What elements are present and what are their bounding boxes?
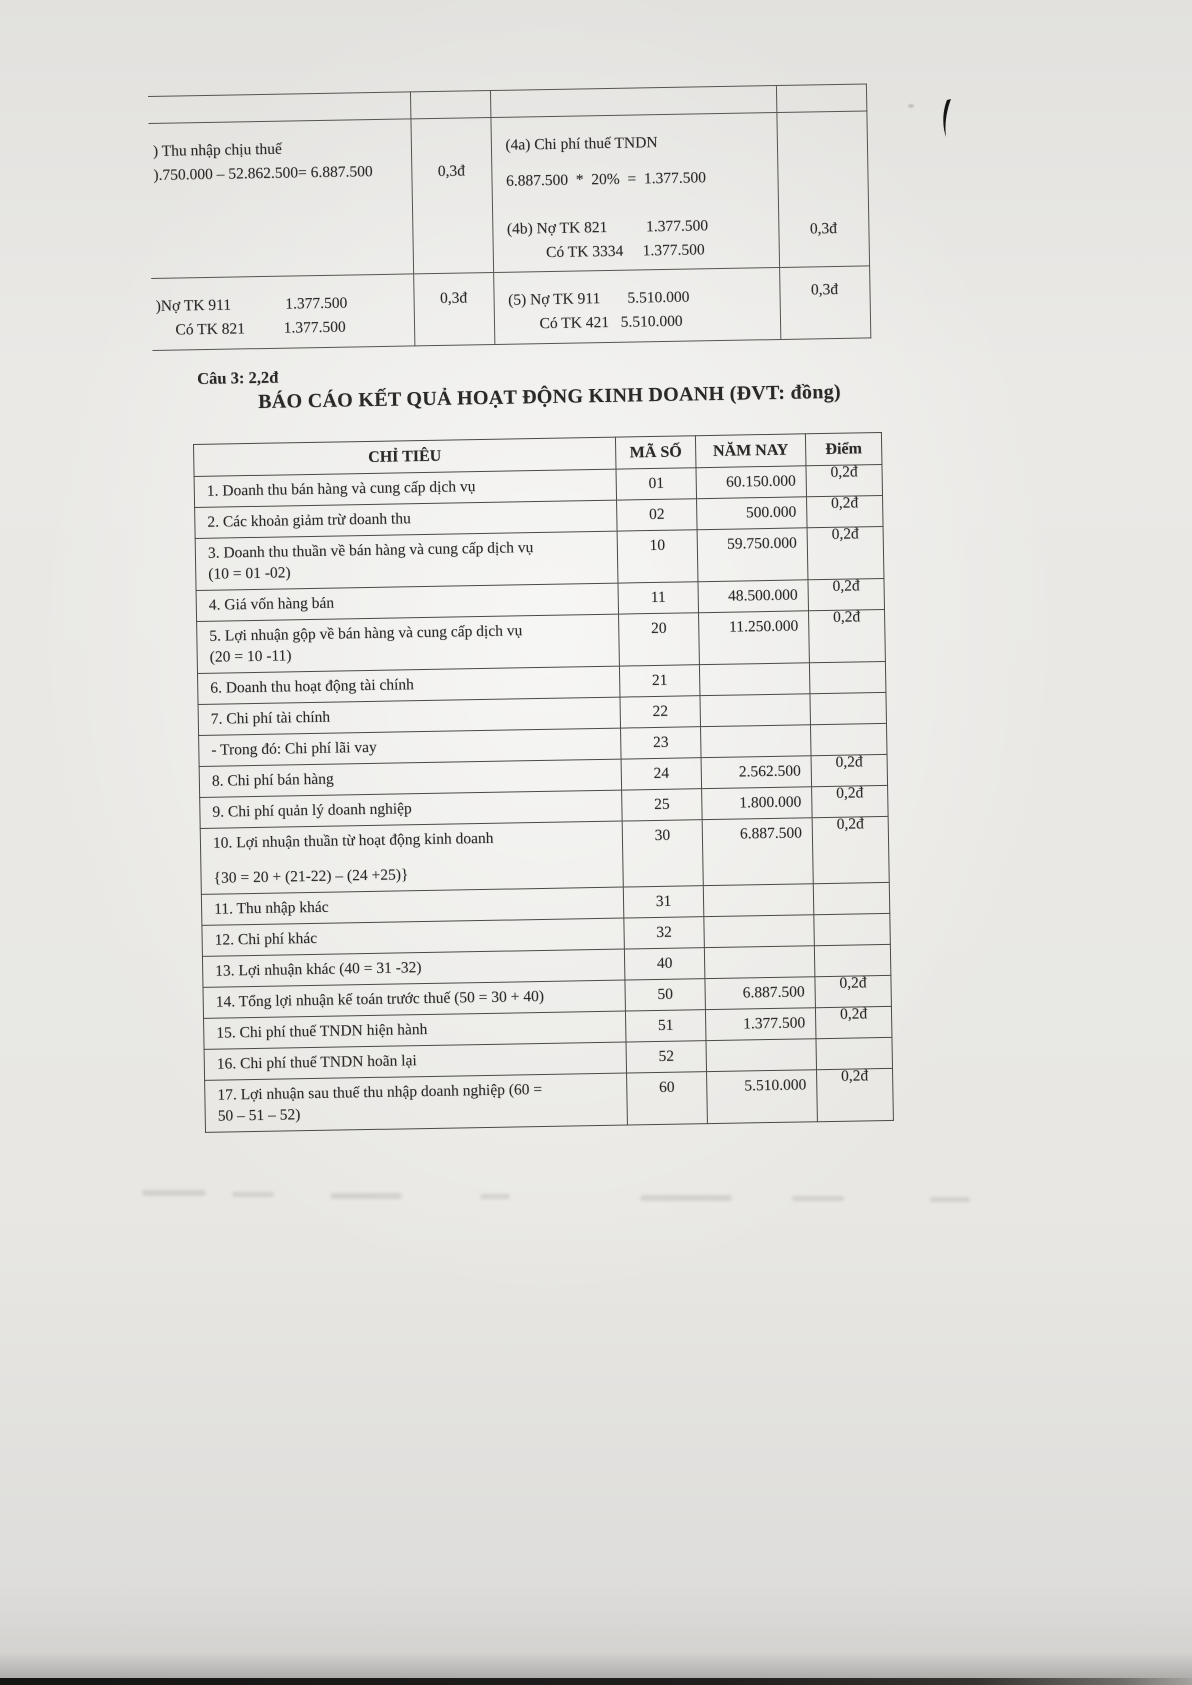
score-cell-right [776, 111, 869, 268]
row-code: 24 [621, 758, 702, 790]
score-value: 0,2đ [835, 753, 863, 771]
score-value: 0,2đ [836, 815, 864, 833]
scan-smudge [792, 1196, 844, 1201]
row-code: 20 [619, 613, 700, 666]
score-value: 0,2đ [839, 1005, 868, 1023]
row-amount: 6.887.500 [702, 818, 813, 886]
row-label-line: {30 = 20 + (21-22) – (24 +25)} [213, 866, 409, 887]
row-score [815, 1006, 892, 1038]
row-amount: 1.800.000 [702, 787, 813, 820]
row-amount: 1.377.500 [705, 1008, 816, 1041]
row-score [817, 1068, 894, 1121]
row-score [814, 913, 891, 945]
scan-smudge [142, 1190, 206, 1196]
row-label-line: 15. Chi phí thuế TNDN hiện hành [216, 1021, 428, 1042]
score-cell-left [413, 273, 494, 346]
top-table-row [148, 111, 869, 279]
score-value: 0,2đ [835, 784, 864, 802]
row-code: 40 [624, 948, 705, 980]
row-amount: 6.887.500 [705, 977, 816, 1010]
row-label [195, 531, 618, 590]
journal-entry-left [148, 119, 413, 279]
row-code: 31 [623, 886, 704, 918]
score-value: 0,2đ [832, 608, 861, 626]
row-label-line: 2. Các khoản giảm trừ doanh thu [207, 510, 411, 531]
row-label-line: 11. Thu nhập khác [213, 898, 329, 918]
row-label-line: 16. Chi phí thuế TNDN hoãn lại [216, 1052, 417, 1073]
entry-line: (5) Nợ TK 911 5.510.000 [507, 288, 690, 309]
entry-line: 6.887.500 * 20% = 1.377.500 [505, 169, 707, 190]
score-value: 0,2đ [832, 577, 860, 595]
report-table [193, 432, 894, 1133]
row-label-line: 5. Lợi nhuận gộp về bán hàng và cung cấp dịch vụ [209, 622, 523, 645]
row-label-line: 3. Doanh thu thuần về bán hàng và cung cấp dịch vụ [207, 539, 534, 562]
row-code: 30 [622, 820, 703, 887]
row-amount [699, 663, 810, 696]
column-header-ma-so: MÃ SỐ [615, 436, 696, 469]
score-value: 0,3đ [437, 162, 466, 180]
row-label-line: 10. Lợi nhuận thuần từ hoạt động kinh doanh [212, 829, 494, 852]
cut-row-cell [410, 91, 490, 119]
score-cell-left [410, 118, 493, 274]
entry-line: (4a) Chi phí thuế TNDN [505, 134, 658, 154]
report-table-container [193, 432, 894, 1133]
report-table-body [194, 464, 893, 1132]
score-value: 0,3đ [809, 219, 838, 238]
row-amount: 48.500.000 [698, 580, 809, 613]
score-value: 0,2đ [831, 525, 859, 543]
scan-bottom-shadow [0, 1652, 1192, 1678]
question-label: Câu 3: 2,2đ [197, 367, 279, 388]
entry-line: Có TK 3334 1.377.500 [507, 241, 705, 262]
column-header-chi-tieu: CHỈ TIÊU [194, 437, 616, 476]
row-label-line: 9. Chi phí quản lý doanh nghiệp [212, 800, 412, 821]
entry-line: ) Thu nhập chịu thuế [152, 140, 282, 160]
row-label-line: 50 – 51 – 52) [217, 1106, 301, 1125]
row-code: 23 [621, 727, 702, 759]
top-table [148, 83, 871, 351]
score-value: 0,2đ [839, 974, 867, 992]
row-label-line: 13. Lợi nhuận khác (40 = 31 -32) [215, 959, 422, 980]
row-amount [700, 694, 811, 727]
row-score [812, 816, 889, 883]
scan-smudge [930, 1197, 970, 1202]
entry-line: Có TK 821 1.377.500 [155, 318, 346, 339]
journal-entry-right [493, 268, 780, 345]
top-table-container [148, 83, 871, 351]
row-label-line: 7. Chi phí tài chính [210, 708, 331, 728]
journal-entry-left [151, 274, 414, 351]
table-row [200, 816, 889, 894]
pen-mark-icon [936, 97, 958, 139]
scan-smudge [480, 1194, 510, 1199]
top-table-body [148, 84, 870, 350]
row-score [809, 661, 886, 693]
scan-smudge [330, 1193, 402, 1199]
row-code: 52 [626, 1041, 707, 1073]
row-code: 11 [618, 582, 699, 614]
row-label-line: (10 = 01 -02) [208, 564, 291, 583]
row-score [809, 609, 886, 662]
row-label-line: (20 = 10 -11) [209, 647, 292, 666]
column-header-diem: Điểm [805, 432, 882, 465]
row-label [197, 614, 620, 673]
row-label-line: 17. Lợi nhuận sau thuế thu nhập doanh nghiệp (60 = [217, 1081, 543, 1104]
row-code: 25 [622, 789, 703, 821]
entry-line: Có TK 421 5.510.000 [508, 312, 683, 333]
row-code: 22 [620, 696, 701, 728]
row-label [200, 821, 623, 894]
score-value: 0,3đ [810, 280, 839, 299]
row-code: 51 [625, 1010, 706, 1042]
column-header-nam-nay: NĂM NAY [695, 434, 806, 468]
table-row [205, 1068, 894, 1132]
row-label-line: 4. Giá vốn hàng bán [208, 594, 335, 614]
row-score [810, 692, 887, 724]
top-table-row [151, 266, 870, 351]
score-value: 0,2đ [840, 1067, 869, 1085]
journal-entry-right [490, 113, 779, 273]
row-amount [703, 884, 814, 917]
score-value: 0,2đ [830, 463, 858, 481]
row-amount: 11.250.000 [699, 611, 810, 665]
row-label [205, 1073, 628, 1132]
row-label-line: 8. Chi phí bán hàng [211, 770, 334, 790]
row-code: 02 [617, 499, 698, 531]
row-amount [704, 915, 815, 948]
scan-bottom-edge [0, 1678, 1192, 1685]
row-code: 50 [625, 979, 706, 1011]
row-amount: 5.510.000 [707, 1070, 818, 1124]
score-cell-right [779, 266, 870, 340]
row-code: 32 [624, 917, 705, 949]
row-label-line: 6. Doanh thu hoạt động tài chính [210, 676, 415, 697]
row-label-line: 14. Tổng lợi nhuận kế toán trước thuế (50 = 30 + 40) [215, 987, 545, 1011]
score-value: 0,3đ [439, 289, 468, 307]
entry-line: ).750.000 – 52.862.500= 6.887.500 [153, 163, 373, 184]
row-label-line: 12. Chi phí khác [214, 929, 318, 949]
entry-line: )Nợ TK 911 1.377.500 [155, 294, 348, 315]
page-title: BÁO CÁO KẾT QUẢ HOẠT ĐỘNG KINH DOANH (ĐVT: đồng) [258, 380, 842, 413]
cut-row-cell [776, 84, 866, 113]
row-code: 60 [627, 1072, 708, 1125]
row-amount: 500.000 [697, 497, 808, 530]
row-amount [701, 725, 812, 758]
row-label-line: 1. Doanh thu bán hàng và cung cấp dịch vụ [206, 478, 476, 500]
scan-dot [908, 104, 914, 108]
row-code: 21 [619, 665, 700, 697]
scan-smudge [640, 1195, 732, 1201]
row-code: 01 [616, 468, 697, 500]
row-label-line: - Trong đó: Chi phí lãi vay [211, 738, 377, 759]
entry-line: (4b) Nợ TK 821 1.377.500 [506, 217, 709, 238]
row-score [813, 882, 890, 914]
row-code: 10 [617, 530, 698, 583]
scan-smudge [232, 1192, 274, 1197]
row-amount [704, 946, 815, 979]
row-amount: 2.562.500 [701, 756, 812, 789]
row-amount: 59.750.000 [697, 528, 808, 582]
row-amount: 60.150.000 [696, 466, 807, 499]
row-score [807, 526, 884, 579]
score-value: 0,2đ [830, 494, 859, 512]
row-amount [706, 1039, 817, 1072]
